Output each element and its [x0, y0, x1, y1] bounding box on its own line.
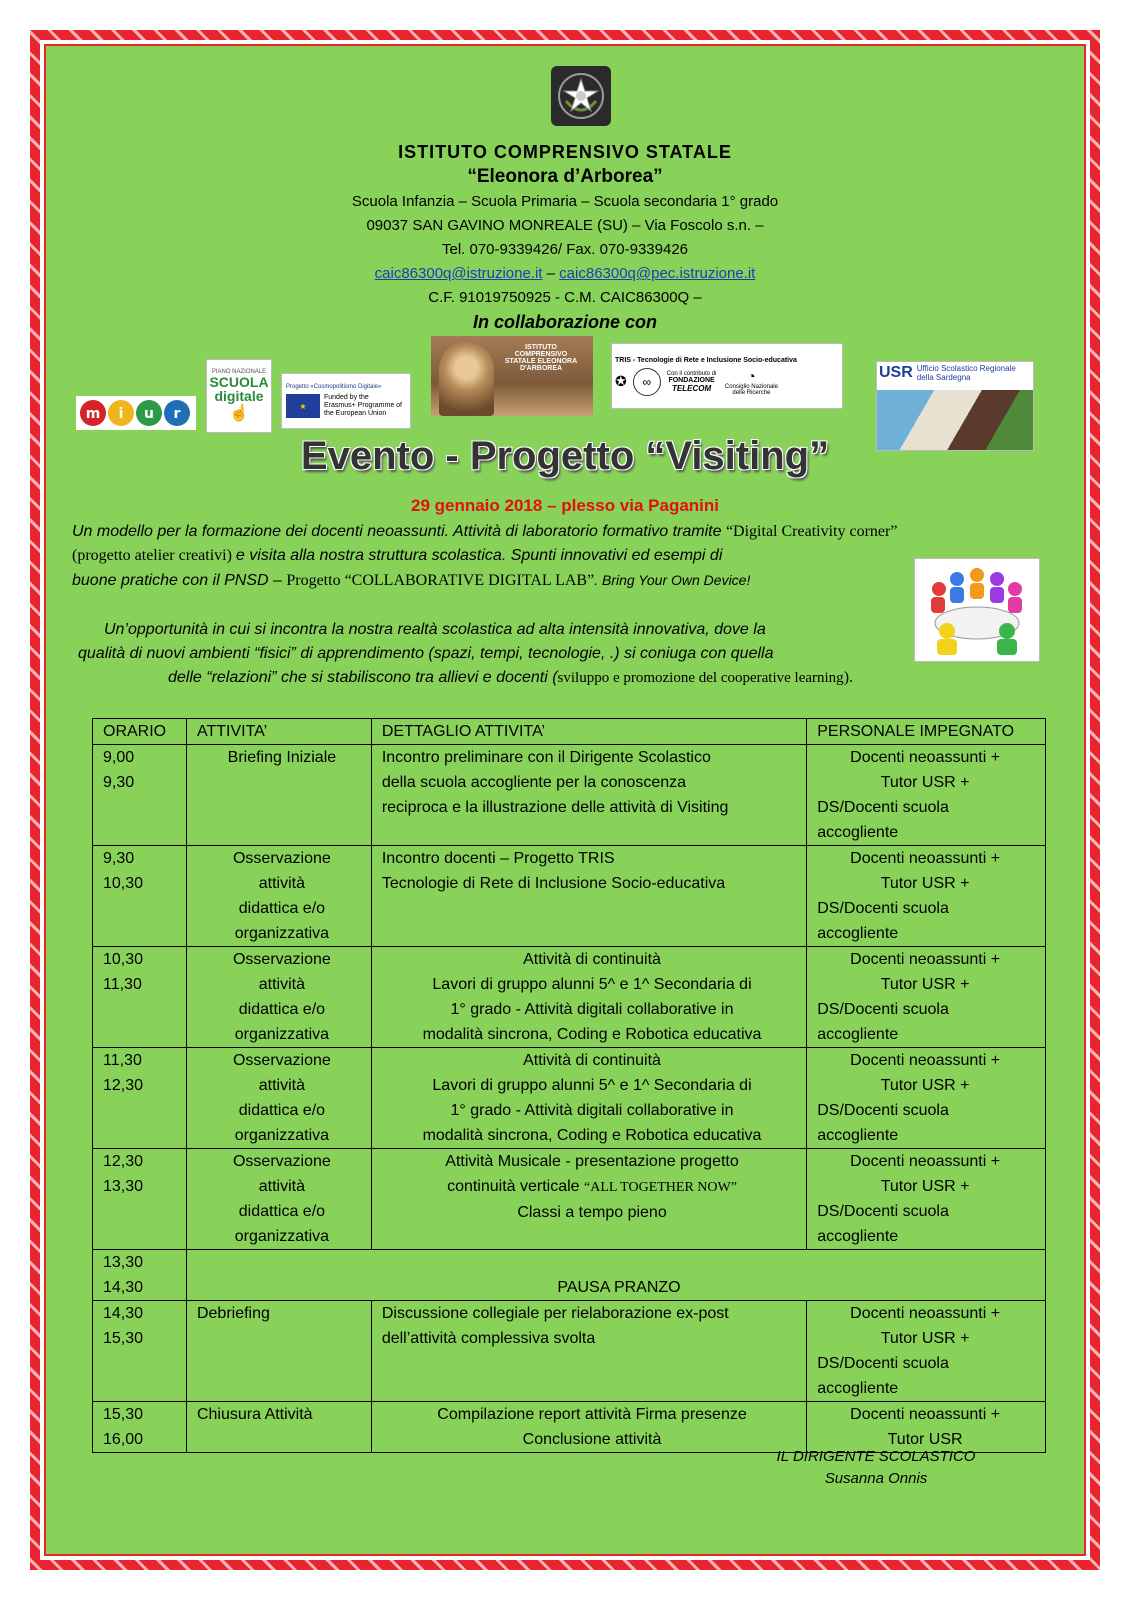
svg-text:r: r	[173, 406, 181, 422]
email-separator: –	[542, 265, 560, 282]
tris-logo	[611, 343, 843, 409]
erasmus-title: Progetto «Cosmopolitismo Digitale»	[286, 384, 382, 390]
event-title: Evento - Progetto “Visiting”	[300, 434, 830, 478]
table-row	[93, 1048, 1046, 1149]
address: 09037 SAN GAVINO MONREALE (SU) – Via Foscolo s.n. –	[366, 217, 764, 234]
table-row	[93, 1149, 1046, 1250]
erasmus-logo	[281, 373, 411, 429]
row-pause: PAUSA PRANZO	[186, 1250, 1045, 1301]
desc-p1-f: Progetto “COLLABORATIVE DIGITAL LAB”	[286, 572, 595, 589]
tris-cnr: Consiglio Nazionale delle Ricerche	[724, 383, 778, 396]
table-row	[93, 846, 1046, 947]
table-row	[93, 947, 1046, 1048]
row-detail	[371, 1149, 806, 1250]
staff-line: Docenti neoassunti +	[850, 749, 1001, 766]
row-detail: Incontro preliminare con il Dirigente Scolastico della scuola accogliente per la conoscenza reciproca e la illustrazione delle attività di Visiting	[371, 745, 806, 846]
staff-line: Docenti neoassunti +	[850, 1153, 1001, 1170]
staff-line: Docenti neoassunti +	[850, 850, 1001, 867]
row-staff	[807, 846, 1046, 947]
staff-line: DS/Docenti scuola	[817, 900, 949, 917]
row-activity: Debriefing	[186, 1301, 371, 1402]
schedule-table	[92, 718, 1046, 1453]
detail-part-c: Classi a tempo pieno	[517, 1204, 667, 1221]
row-time: 12,30 13,30	[93, 1149, 187, 1250]
istituto-photo-caption: ISTITUTO COMPRENSIVO STATALE ELEONORA D'ARBOREA	[504, 344, 578, 372]
school-levels: Scuola Infanzia – Scuola Primaria – Scuola secondaria 1° grado	[351, 193, 779, 210]
svg-text:u: u	[144, 406, 154, 422]
miur-logo	[76, 396, 196, 430]
desc-p2-a: Un’opportunità in cui si incontra la nostra realtà scolastica ad alta intensità innovativa, dove la	[104, 621, 766, 638]
tris-contributo: Con il contributo di	[666, 370, 717, 377]
hand-cursor-icon: ☝	[229, 405, 249, 422]
row-detail: Attività di continuità Lavori di gruppo alunni 5^ e 1^ Secondaria di 1° grado - Attività digitali collaborative in modalità sincrona, Coding e Robotica educativa	[371, 1048, 806, 1149]
desc-p2-d: sviluppo e promozione del cooperative learning	[557, 670, 844, 686]
desc-p2-b: qualità di nuovi ambienti “fisici” di apprendimento (spazi, tempi, tecnologie, .) si coniuga con quella	[78, 645, 774, 662]
tris-fondazione: FONDAZIONE	[668, 376, 715, 384]
staff-line: Docenti neoassunti +	[850, 1406, 1001, 1423]
row-time: 9,30 10,30	[93, 846, 187, 947]
table-header-row	[93, 719, 1046, 745]
header-personale: PERSONALE IMPEGNATO	[807, 719, 1046, 745]
staff-line: accogliente	[817, 824, 899, 841]
staff-line: accogliente	[817, 1026, 899, 1043]
phone-fax: Tel. 070-9339426/ Fax. 070-9339426	[441, 241, 689, 258]
row-detail: Attività di continuità Lavori di gruppo alunni 5^ e 1^ Secondaria di 1° grado - Attività digitali collaborative in modalità sincrona, Coding e Robotica educativa	[371, 947, 806, 1048]
staff-line: Tutor USR +	[880, 976, 970, 993]
desc-p1-e: buone pratiche con il PNSD –	[72, 572, 287, 589]
header-orario: ORARIO	[93, 719, 187, 745]
event-date: 29 gennaio 2018 – plesso via Paganini	[410, 496, 720, 515]
row-activity: Osservazione attività didattica e/o organizzativa	[186, 1149, 371, 1250]
border-red-stripe	[44, 44, 1086, 1556]
statue-image	[439, 342, 494, 416]
staff-line: DS/Docenti scuola	[817, 1355, 949, 1372]
header-attivita: ATTIVITA’	[186, 719, 371, 745]
row-time: 10,30 11,30	[93, 947, 187, 1048]
staff-line: DS/Docenti scuola	[817, 1102, 949, 1119]
staff-line: Tutor USR +	[880, 774, 970, 791]
scuola-digitale-text: SCUOLA digitale	[209, 374, 269, 404]
staff-line: Tutor USR +	[880, 875, 970, 892]
row-staff	[807, 745, 1046, 846]
staff-line: DS/Docenti scuola	[817, 799, 949, 816]
fiscal-codes: C.F. 91019750925 - C.M. CAIC86300Q –	[428, 289, 702, 306]
staff-line: Tutor USR	[887, 1431, 963, 1448]
staff-line: accogliente	[817, 925, 899, 942]
signature-block	[766, 1446, 986, 1490]
desc-p2-e: ).	[843, 669, 854, 686]
border-white-stripe	[40, 40, 1090, 1560]
staff-line: DS/Docenti scuola	[817, 1001, 949, 1018]
desc-p1-b: “Digital Creativity corner”	[725, 523, 898, 540]
staff-line: Docenti neoassunti +	[850, 1305, 1001, 1322]
row-detail: Incontro docenti – Progetto TRIS Tecnologie di Rete di Inclusione Socio-educativa	[371, 846, 806, 947]
tris-title: TRIS - Tecnologie di Rete e Inclusione Socio-educativa	[615, 356, 797, 364]
row-staff	[807, 1402, 1046, 1453]
scuola-digitale-logo	[206, 359, 272, 433]
row-activity: Osservazione attività didattica e/o organizzativa	[186, 1048, 371, 1149]
row-staff	[807, 1048, 1046, 1149]
header-dettaglio: DETTAGLIO ATTIVITA’	[371, 719, 806, 745]
institute-title: ISTITUTO COMPRENSIVO STATALE	[398, 142, 732, 162]
row-activity: Briefing Iniziale	[186, 745, 371, 846]
description-paragraph-2	[72, 618, 1052, 690]
svg-text:i: i	[118, 406, 124, 422]
desc-p1-g: . Bring Your Own Device!	[594, 572, 751, 588]
staff-line: DS/Docenti scuola	[817, 1203, 949, 1220]
row-time: 11,30 12,30	[93, 1048, 187, 1149]
desc-p1-a: Un modello per la formazione dei docenti neoassunti. Attività di laboratorio formativo tramite	[72, 523, 726, 540]
decorative-border	[30, 30, 1100, 1570]
staff-line: Docenti neoassunti +	[850, 951, 1001, 968]
row-staff	[807, 947, 1046, 1048]
row-time: 15,30 16,00	[93, 1402, 187, 1453]
table-row-pause	[93, 1250, 1046, 1301]
flyer-page	[46, 46, 1084, 1554]
scuola-digitale-top: PIANO NAZIONALE	[211, 369, 267, 375]
row-activity: Osservazione attività didattica e/o organizzativa	[186, 947, 371, 1048]
cnr-icon: ◔	[747, 367, 756, 384]
erasmus-text: Funded by the Erasmus+ Programme of the European Union	[324, 394, 402, 417]
row-staff	[807, 1301, 1046, 1402]
staff-line: Tutor USR +	[880, 1077, 970, 1094]
row-staff	[807, 1149, 1046, 1250]
desc-p1-c: (progetto atelier creativi)	[72, 547, 236, 564]
italy-emblem-icon: ✪	[615, 373, 627, 389]
republic-emblem-icon	[551, 66, 611, 126]
tris-telecom: TELECOM	[672, 383, 712, 393]
row-detail: Discussione collegiale per rielaborazione ex-post dell’attività complessiva svolta	[371, 1301, 806, 1402]
row-detail: Compilazione report attività Firma presenze Conclusione attività	[371, 1402, 806, 1453]
staff-line: accogliente	[817, 1228, 899, 1245]
detail-part-b: “ALL TOGETHER NOW”	[584, 1180, 737, 1195]
desc-p2-c: delle “relazioni” che si stabiliscono tra allievi e docenti (	[168, 669, 558, 686]
row-time: 13,30 14,30	[93, 1250, 187, 1301]
row-time: 14,30 15,30	[93, 1301, 187, 1402]
staff-line: Tutor USR +	[880, 1178, 970, 1195]
handshake-icon: ∞	[633, 368, 661, 396]
staff-line: Tutor USR +	[880, 1330, 970, 1347]
usr-title: Ufficio Scolastico Regionale della Sardegna	[916, 364, 1016, 382]
svg-text:m: m	[85, 406, 101, 422]
email-link-pec[interactable]: caic86300q@pec.istruzione.it	[559, 265, 756, 282]
detail-part-a: Attività Musicale - presentazione progetto continuità verticale	[445, 1153, 739, 1195]
eu-flag-icon: ★	[286, 394, 320, 418]
staff-line: Docenti neoassunti +	[850, 1052, 1001, 1069]
collaboration-heading: In collaborazione con	[472, 312, 658, 332]
institute-name: “Eleonora d’Arborea”	[467, 166, 663, 187]
staff-line: accogliente	[817, 1127, 899, 1144]
email-link-istruzione[interactable]: caic86300q@istruzione.it	[374, 265, 543, 282]
table-row	[93, 1301, 1046, 1402]
usr-mark: USR	[879, 364, 913, 381]
email-line	[46, 263, 1084, 285]
istituto-photo-logo	[431, 336, 593, 416]
row-activity: Chiusura Attività	[186, 1402, 371, 1453]
staff-line: accogliente	[817, 1380, 899, 1397]
row-activity: Osservazione attività didattica e/o organizzativa	[186, 846, 371, 947]
row-time: 9,00 9,30	[93, 745, 187, 846]
table-row	[93, 1402, 1046, 1453]
signature-name: Susanna Onnis	[824, 1470, 928, 1487]
desc-p1-d: e visita alla nostra struttura scolastica. Spunti innovativi ed esempi di	[235, 547, 723, 564]
signature-role: IL DIRIGENTE SCOLASTICO	[776, 1448, 976, 1465]
table-row	[93, 745, 1046, 846]
